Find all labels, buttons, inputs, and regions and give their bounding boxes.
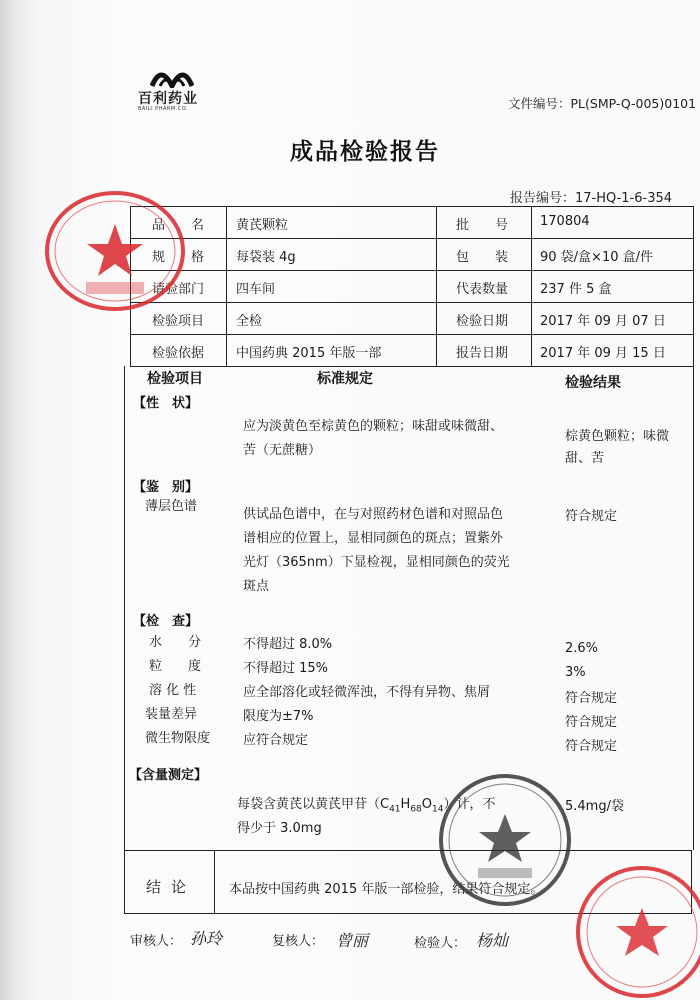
conclusion-label: 结论 xyxy=(146,878,197,896)
micro-result: 符合规定 xyxy=(565,739,618,754)
assay-standard-2: 得少于 3.0mg xyxy=(237,821,322,836)
report-date-label: 报告日期 xyxy=(456,346,509,361)
tlc-standard-3: 光灯（365nm）下显检视，显相同颜色的荧光 xyxy=(243,555,510,570)
size-label: 粒 度 xyxy=(149,659,202,674)
pack-value: 90 袋/盒×10 盒/件 xyxy=(540,250,654,265)
qty-value: 237 件 5 盒 xyxy=(540,282,612,297)
pack-label: 包 装 xyxy=(456,250,509,265)
conclusion-divider xyxy=(214,850,215,914)
basis-value: 中国药典 2015 年版一部 xyxy=(236,346,382,361)
spec-value: 每袋装 4g xyxy=(236,250,296,265)
item-label: 检验项目 xyxy=(152,314,205,329)
batch-value: 170804 xyxy=(540,214,590,229)
tlc-result: 符合规定 xyxy=(565,509,618,524)
product-value: 黄芪颗粒 xyxy=(236,218,289,233)
micro-standard: 应符合规定 xyxy=(243,733,309,748)
inspector-label: 检验人： xyxy=(414,936,467,951)
col-header-result: 检验结果 xyxy=(565,375,621,391)
col-header-standard: 标准规定 xyxy=(317,371,373,387)
quality-stamp-icon xyxy=(40,186,190,316)
sol-standard: 应全部溶化或轻微浑浊，不得有异物、焦屑 xyxy=(243,685,491,700)
section-check: 【检 查】 xyxy=(133,614,199,629)
file-number: 文件编号：PL(SMP-Q-005)0101 xyxy=(508,96,697,111)
traits-standard-2: 苦（无蔗糖） xyxy=(243,443,322,458)
test-date-label: 检验日期 xyxy=(456,314,509,329)
product-label: 品 名 xyxy=(152,218,205,233)
water-label: 水 分 xyxy=(149,635,202,650)
inspector-signature: 杨灿 xyxy=(476,931,509,950)
size-standard: 不得超过 15% xyxy=(243,661,329,676)
assay-standard-1: 每袋含黄芪以黄芪甲苷$(C_{41}H_{68}O_{14})$计，不 xyxy=(237,797,496,815)
results-body xyxy=(124,366,694,850)
tlc-standard-2: 谱相应的位置上，显相同颜色的斑点；置紫外 xyxy=(243,531,504,546)
load-standard: 限度为±7% xyxy=(243,709,314,724)
water-standard: 不得超过 8.0% xyxy=(243,637,333,652)
traits-standard-1: 应为淡黄色至棕黄色的颗粒；味甜或味微甜、 xyxy=(243,419,504,434)
load-result: 符合规定 xyxy=(565,715,618,730)
rechecker-label: 复核人： xyxy=(272,934,325,949)
traits-result-2: 甜、苦 xyxy=(565,451,605,466)
spec-label: 规 格 xyxy=(152,250,205,265)
micro-label: 微生物限度 xyxy=(145,731,211,746)
company-logo xyxy=(136,66,226,112)
dept-value: 四车间 xyxy=(236,282,276,297)
sol-label: 溶 化 性 xyxy=(149,683,197,698)
qty-label: 代表数量 xyxy=(456,282,509,297)
test-date-value: 2017 年 09 月 07 日 xyxy=(540,314,666,329)
company-name: 百利药业 xyxy=(138,91,198,107)
reviewer-signature: 孙玲 xyxy=(190,929,223,948)
tlc-standard-1: 供试品色谱中，在与对照药材色谱和对照品色 xyxy=(243,507,504,522)
info-grid xyxy=(130,206,694,366)
section-identify: 【鉴 别】 xyxy=(133,480,199,495)
tlc-label: 薄层色谱 xyxy=(145,499,198,514)
report-title: 成品检验报告 xyxy=(290,139,440,165)
testing-stamp-icon xyxy=(430,770,580,910)
assay-result: 5.4mg/袋 xyxy=(565,799,624,814)
supplier-stamp-icon xyxy=(570,860,700,1000)
rechecker-signature: 曾丽 xyxy=(336,931,369,950)
item-value: 全检 xyxy=(236,314,263,329)
company-name-en: BAILI PHARM.CO. xyxy=(138,106,189,112)
tlc-standard-4: 斑点 xyxy=(243,579,270,594)
reviewer-label: 审核人： xyxy=(130,934,183,949)
col-header-item: 检验项目 xyxy=(147,371,203,387)
section-assay: 【含量测定】 xyxy=(129,768,208,783)
conclusion-text: 本品按中国药典 2015 年版一部检验，结果符合规定。 xyxy=(229,882,544,897)
sol-result: 符合规定 xyxy=(565,691,618,706)
size-result: 3% xyxy=(565,665,586,680)
batch-label: 批 号 xyxy=(456,218,509,233)
water-result: 2.6% xyxy=(565,641,599,656)
section-traits: 【性 状】 xyxy=(133,396,199,411)
logo-mark-icon xyxy=(150,66,194,88)
traits-result-1: 棕黄色颗粒；味微 xyxy=(565,429,670,444)
basis-label: 检验依据 xyxy=(152,346,205,361)
report-number: 报告编号：17-HQ-1-6-354 xyxy=(510,191,673,206)
dept-label: 请验部门 xyxy=(152,282,205,297)
load-label: 装量差异 xyxy=(145,707,198,722)
report-date-value: 2017 年 09 月 15 日 xyxy=(540,346,666,361)
